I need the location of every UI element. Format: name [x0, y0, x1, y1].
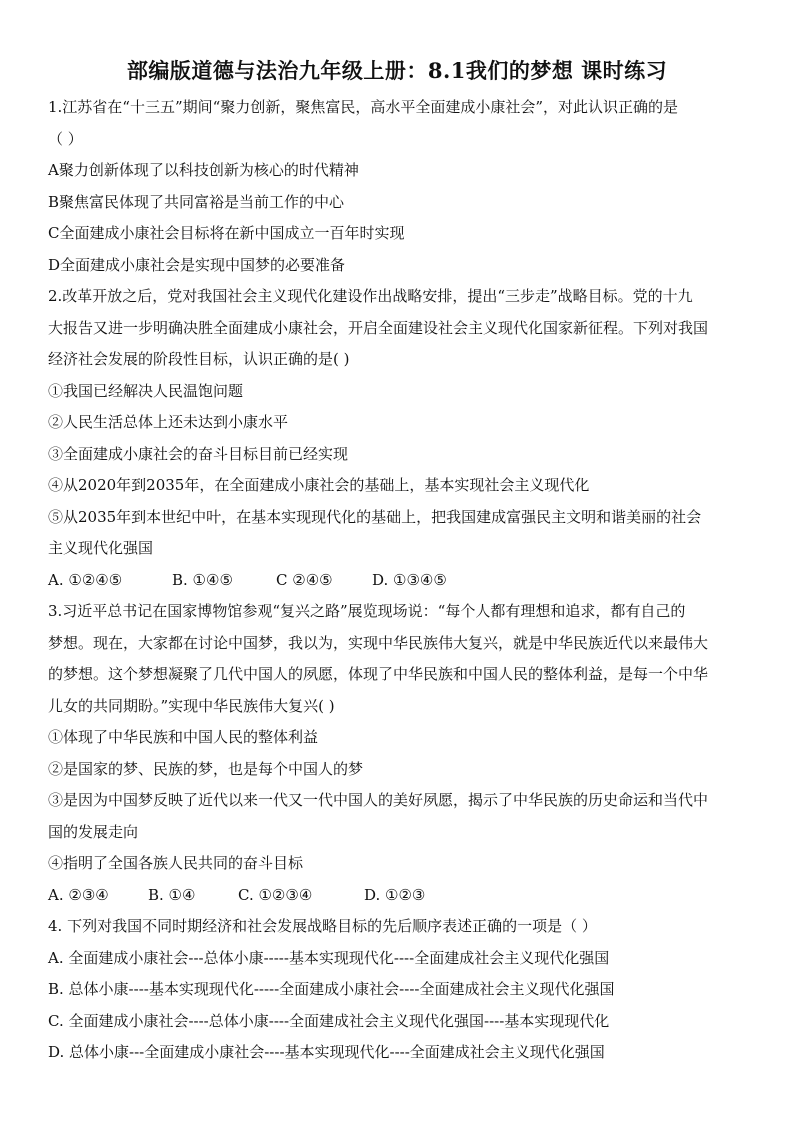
- question-4-option-d: D. 总体小康---全面建成小康社会----基本实现现代化----全面建成社会主义现代化强国: [48, 1043, 605, 1061]
- question-2-options: [48, 565, 746, 597]
- question-1-answer-blank: （ ）: [48, 129, 83, 148]
- question-4-stem: 4. 下列对我国不同时期经济和社会发展战略目标的先后顺序表述正确的一项是（ ）: [48, 917, 597, 935]
- question-2-stem-line-2: 大报告又进一步明确决胜全面建成小康社会，开启全面建设社会主义现代化国家新征程。下列对我国: [48, 318, 709, 337]
- question-3-option-c: C. ①②③④: [238, 885, 313, 904]
- question-4-option-c: C. 全面建成小康社会----总体小康----全面建成社会主义现代化强国----基本实现现代化: [48, 1011, 610, 1030]
- question-2-item-5-line-2: 主义现代化强国: [48, 539, 154, 557]
- question-3-options: [48, 880, 746, 912]
- question-4-option-a: A. 全面建成小康社会---总体小康-----基本实现现代化----全面建成社会主义现代化强国: [48, 948, 610, 967]
- question-3-item-2: ②是国家的梦、民族的梦，也是每个中国人的梦: [48, 759, 364, 778]
- question-3-stem-line-1: 3.习近平总书记在国家博物馆参观“复兴之路”展览现场说：“每个人都有理想和追求，都有自己的: [48, 602, 686, 620]
- question-3-option-b: B. ①④: [148, 885, 196, 904]
- question-3-stem-line-2: 梦想。现在，大家都在讨论中国梦，我以为，实现中华民族伟大复兴，就是中华民族近代以来最伟大: [48, 633, 709, 652]
- question-1-stem: 1.江苏省在“十三五”期间“聚力创新，聚焦富民，高水平全面建成小康社会”，对此认识正确的是: [48, 98, 678, 116]
- question-3-item-3-line-2: 国的发展走向: [48, 822, 139, 841]
- question-3-item-4: ④指明了全国各族人民共同的奋斗目标: [48, 854, 304, 872]
- question-3-stem-line-4: 儿女的共同期盼。”实现中华民族伟大复兴( ): [48, 696, 335, 715]
- question-3-item-1: ①体现了中华民族和中国人民的整体利益: [48, 728, 319, 746]
- question-2: [48, 281, 746, 596]
- question-1-option-d: D全面建成小康社会是实现中国梦的必要准备: [48, 255, 346, 274]
- question-2-item-5-line-1: ⑤从2035年到本世纪中叶，在基本实现现代化的基础上，把我国建成富强民主文明和谐美丽的社会: [48, 507, 702, 526]
- question-2-option-a: A. ①②④⑤: [48, 570, 123, 589]
- question-2-item-4: ④从2020年到2035年，在全面建成小康社会的基础上，基本实现社会主义现代化: [48, 476, 590, 494]
- question-3-item-3-line-1: ③是因为中国梦反映了近代以来一代又一代中国人的美好夙愿，揭示了中华民族的历史命运和当代中: [48, 791, 709, 809]
- question-2-item-1: ①我国已经解决人民温饱问题: [48, 381, 244, 400]
- page-title: 部编版道德与法治九年级上册：8.1我们的梦想 课时练习: [126, 58, 668, 83]
- question-2-stem-line-1: 2.改革开放之后，党对我国社会主义现代化建设作出战略安排，提出“三步走”战略目标。党的十九: [48, 287, 693, 305]
- question-3-option-a: A. ②③④: [48, 885, 109, 904]
- question-3-option-d: D. ①②③: [364, 885, 426, 904]
- question-2-option-d: D. ①③④⑤: [372, 570, 447, 589]
- question-4: [48, 911, 746, 1069]
- question-2-stem-line-3: 经济社会发展的阶段性目标，认识正确的是( ): [48, 350, 350, 368]
- question-1-option-b: B聚焦富民体现了共同富裕是当前工作的中心: [48, 192, 345, 211]
- question-2-option-c: C ②④⑤: [276, 570, 333, 589]
- question-2-item-3: ③全面建成小康社会的奋斗目标目前已经实现: [48, 444, 349, 463]
- question-3: [48, 596, 746, 911]
- question-4-option-b: B. 总体小康----基本实现现代化-----全面建成小康社会----全面建成社会主义现代化强国: [48, 980, 615, 998]
- question-2-item-2: ②人民生活总体上还未达到小康水平: [48, 413, 289, 431]
- question-3-stem-line-3: 的梦想。这个梦想凝聚了几代中国人的夙愿，体现了中华民族和中国人民的整体利益，是每一个中华: [48, 665, 709, 683]
- question-2-option-b: B. ①④⑤: [172, 570, 233, 589]
- question-1: [48, 92, 746, 281]
- question-1-option-c: C全面建成小康社会目标将在新中国成立一百年时实现: [48, 224, 405, 242]
- question-1-option-a: A聚力创新体现了以科技创新为核心的时代精神: [48, 161, 359, 179]
